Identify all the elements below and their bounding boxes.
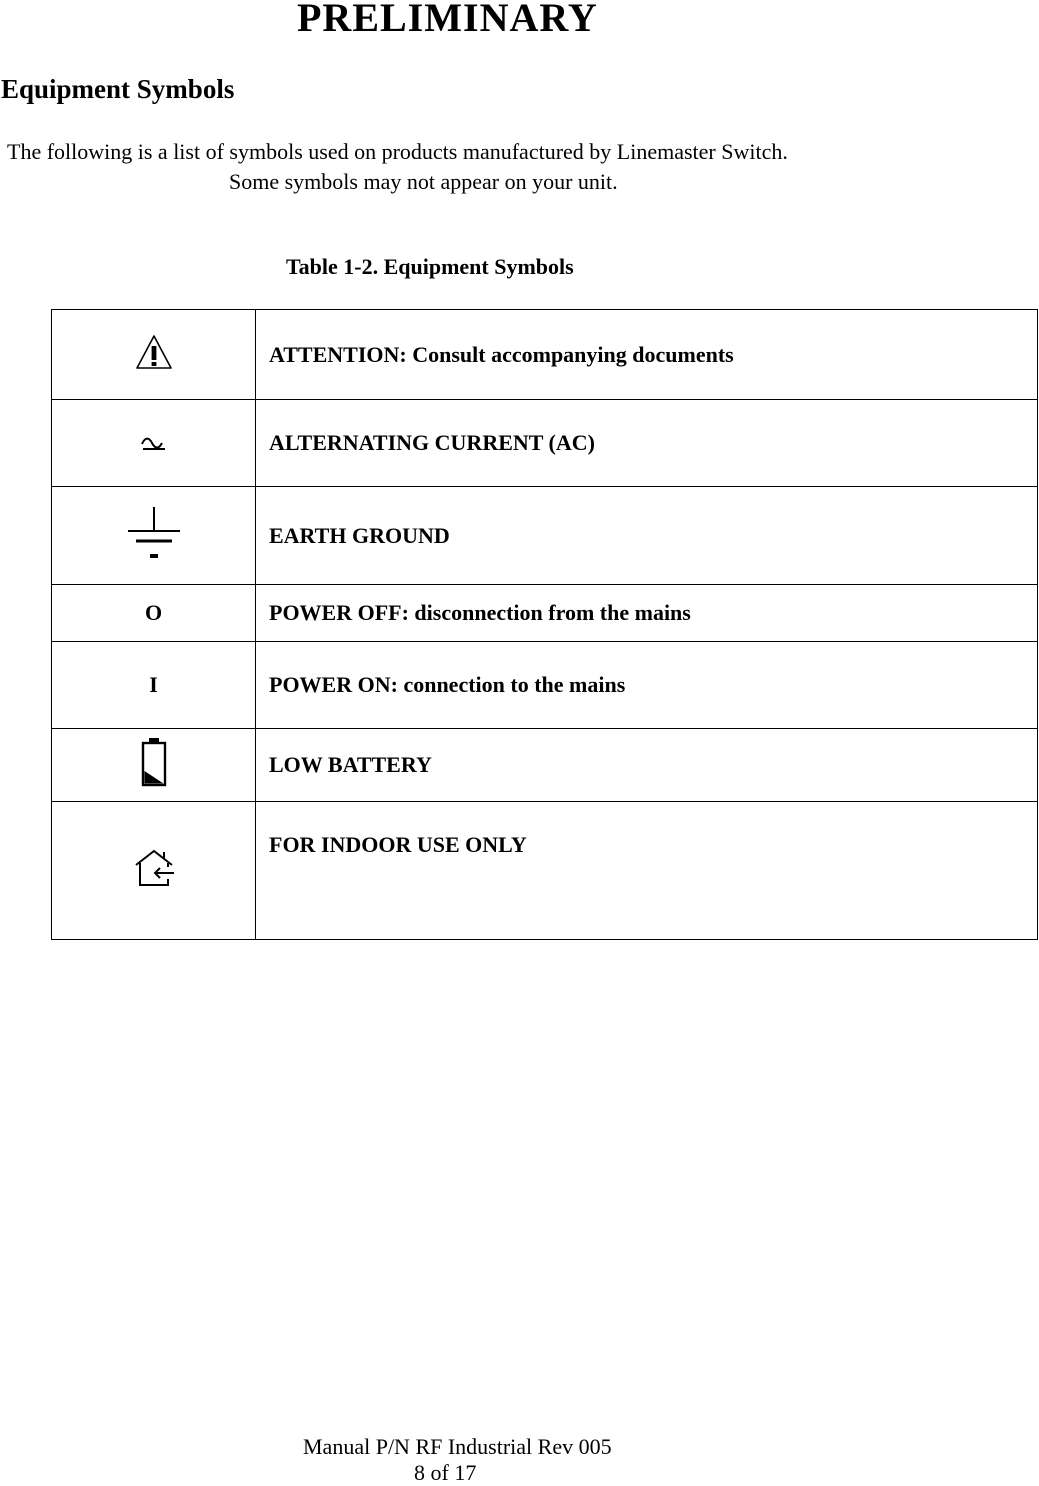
attention-description: Consult accompanying documents xyxy=(412,341,734,367)
attention-label: ATTENTION xyxy=(269,341,400,367)
description-cell: ALTERNATING CURRENT (AC) xyxy=(256,400,1038,487)
warning-triangle-icon xyxy=(134,333,174,377)
description-cell: POWER OFF: disconnection from the mains xyxy=(256,585,1038,642)
symbol-cell xyxy=(52,729,256,802)
symbol-cell xyxy=(52,400,256,487)
table-row xyxy=(52,642,1038,729)
symbol-cell xyxy=(52,642,256,729)
symbol-cell xyxy=(52,487,256,585)
indoor-use-house-icon xyxy=(131,848,177,894)
earth-ground-icon xyxy=(126,505,182,567)
footer-manual-number: Manual P/N RF Industrial Rev 005 xyxy=(303,1434,612,1459)
power-on-symbol: I xyxy=(149,672,158,697)
table-row xyxy=(52,802,1038,940)
table-row xyxy=(52,729,1038,802)
table-row xyxy=(52,585,1038,642)
symbol-cell xyxy=(52,802,256,940)
description-cell: LOW BATTERY xyxy=(256,729,1038,802)
section-title: Equipment Symbols xyxy=(1,74,235,104)
equipment-symbols-table xyxy=(51,309,1038,940)
description-cell: FOR INDOOR USE ONLY xyxy=(256,802,1038,940)
intro-text-line-2: Some symbols may not appear on your unit. xyxy=(229,169,618,194)
table-row xyxy=(52,310,1038,400)
table-row xyxy=(52,487,1038,585)
attention-separator: : xyxy=(399,341,413,367)
symbol-cell xyxy=(52,585,256,642)
power-off-symbol: O xyxy=(144,600,163,625)
description-cell xyxy=(256,310,1038,400)
intro-text-line-1: The following is a list of symbols used on products manufactured by Linemaster Switch. xyxy=(7,139,788,164)
preliminary-stamp: PRELIMINARY xyxy=(297,0,598,40)
table-row xyxy=(52,400,1038,487)
alternating-current-icon xyxy=(140,431,168,457)
footer-page-number: 8 of 17 xyxy=(414,1460,477,1485)
description-cell: EARTH GROUND xyxy=(256,487,1038,585)
table-caption: Table 1-2. Equipment Symbols xyxy=(286,254,574,279)
symbol-cell xyxy=(52,310,256,400)
low-battery-icon xyxy=(141,737,167,793)
description-cell: POWER ON: connection to the mains xyxy=(256,642,1038,729)
